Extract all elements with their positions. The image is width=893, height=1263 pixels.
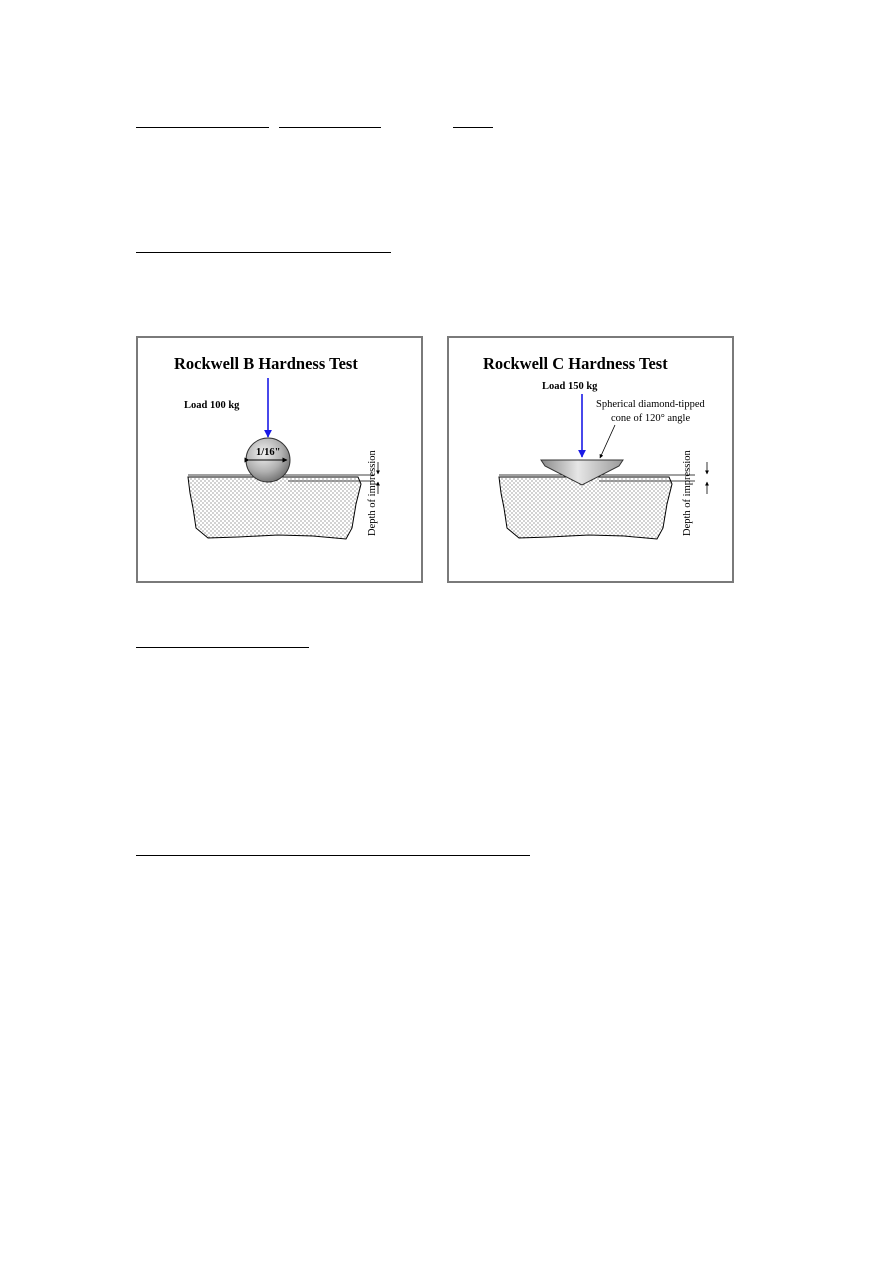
indenter-note-line1: Spherical diamond-tipped xyxy=(596,399,705,410)
heading-underline-1c xyxy=(453,127,493,128)
indenter-note-line2: cone of 120° angle xyxy=(611,413,691,424)
rockwell-c-depth-label: Depth of impression xyxy=(682,450,693,536)
heading-underline-4 xyxy=(136,855,530,856)
specimen-block xyxy=(188,477,361,539)
rockwell-b-load-label: Load 100 kg xyxy=(184,400,240,411)
pointer-arrow-icon xyxy=(600,425,615,458)
rockwell-c-load-label: Load 150 kg xyxy=(542,381,598,392)
ball-size-label: 1/16" xyxy=(256,447,281,458)
rockwell-b-depth-label: Depth of impression xyxy=(367,450,378,536)
heading-underline-2 xyxy=(136,252,391,253)
rockwell-c-figure xyxy=(449,338,732,581)
rockwell-b-figure xyxy=(138,338,421,581)
rockwell-c-diagram xyxy=(447,336,734,583)
heading-underline-1a xyxy=(136,127,269,128)
rockwell-b-title: Rockwell B Hardness Test xyxy=(174,354,358,373)
heading-underline-1b xyxy=(279,127,381,128)
rockwell-b-diagram xyxy=(136,336,423,583)
rockwell-c-title: Rockwell C Hardness Test xyxy=(483,354,668,373)
specimen-block xyxy=(499,477,672,539)
heading-underline-3 xyxy=(136,647,309,648)
